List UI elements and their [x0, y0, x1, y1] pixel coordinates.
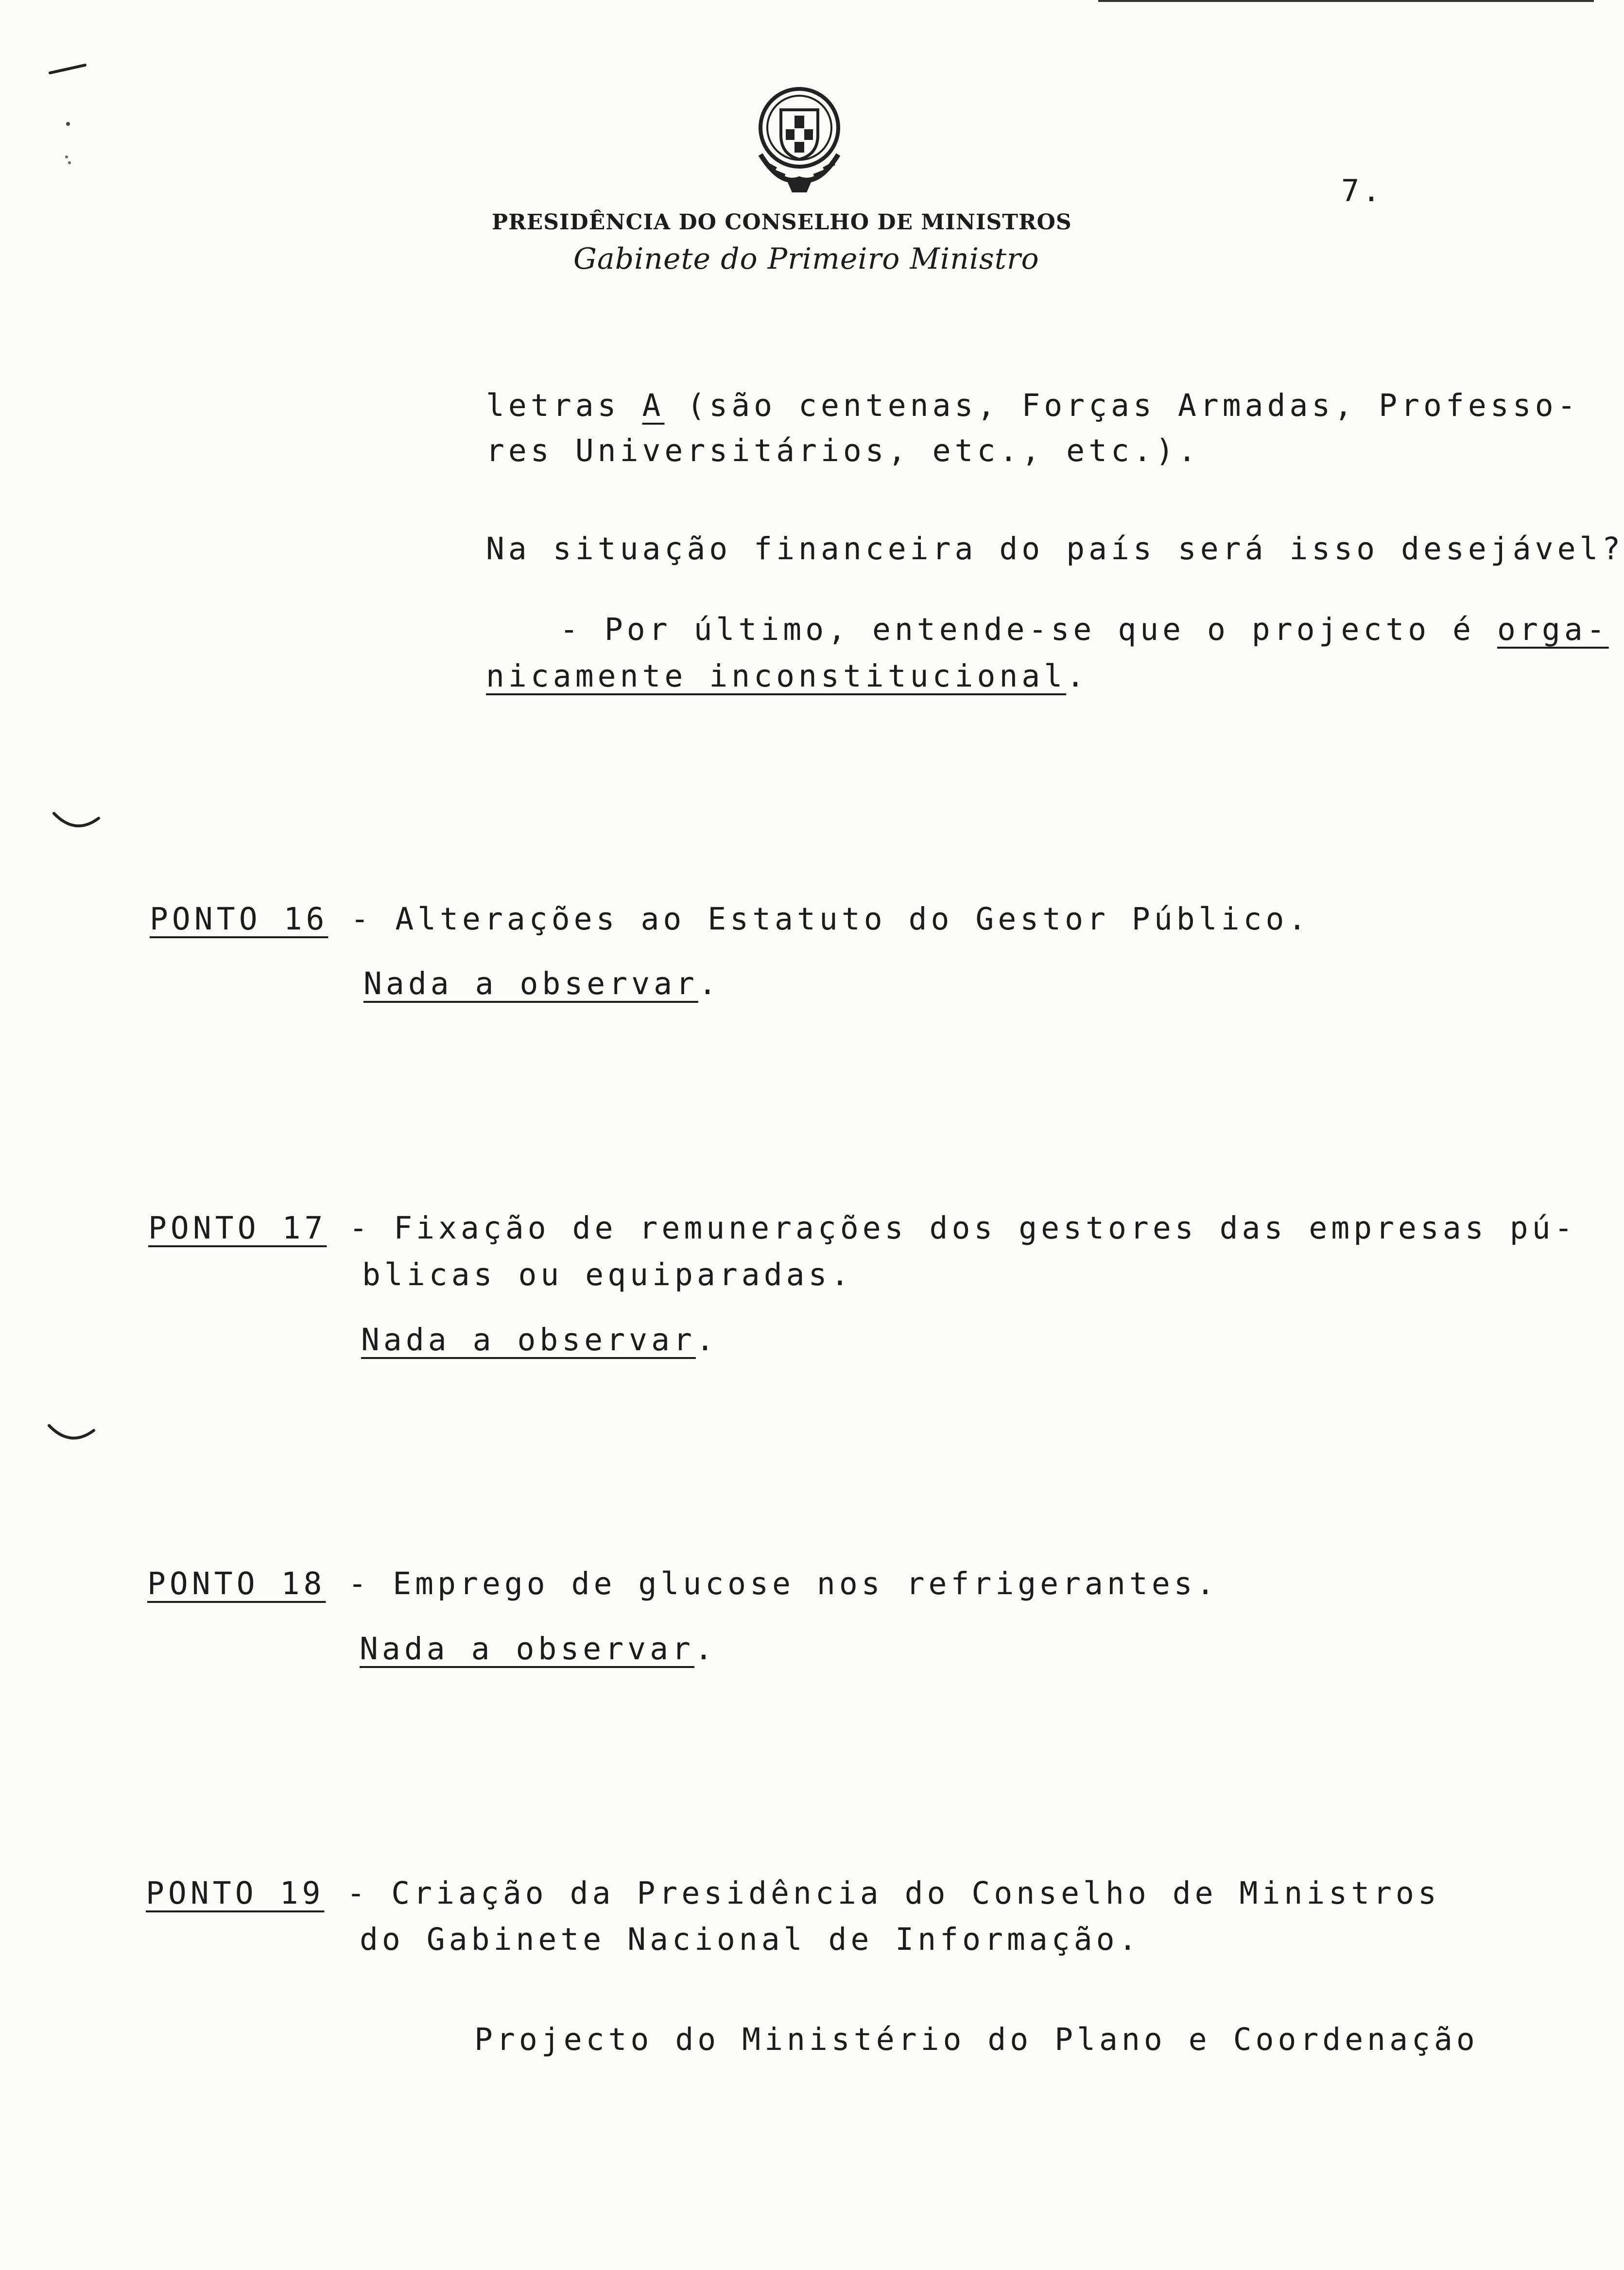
item-title: Criação da Presidência do Conselho de Ministros [391, 1875, 1440, 1911]
fold-mark-2 [46, 1419, 97, 1448]
item-separator: - [326, 1566, 393, 1601]
item-title-line [147, 1565, 1219, 1603]
item-separator: - [324, 1875, 392, 1911]
item-note [361, 1321, 718, 1359]
note-period: . [695, 1322, 718, 1358]
intro-text: (são centenas, Forças Armadas, Professo- [664, 388, 1580, 423]
item-title-line [150, 900, 1310, 939]
intro-line-2: res Universitários, etc., etc.). [486, 433, 1200, 468]
organization-subtitle: Gabinete do Primeiro Ministro [573, 242, 1039, 276]
note-text: Nada a observar [361, 1322, 696, 1358]
item-separator: - [327, 1210, 394, 1246]
margin-mark-top [46, 58, 90, 78]
item-title-line [146, 1874, 1440, 1913]
item-label: PONTO 17 [148, 1210, 327, 1246]
item-label: PONTO 19 [146, 1875, 325, 1911]
item-note [360, 1630, 717, 1668]
item-title: Emprego de glucose nos refrigerantes. [393, 1566, 1219, 1601]
item-title-continuation: do Gabinete Nacional de Informação. [360, 1922, 1141, 1957]
item-subnote: Projecto do Ministério do Plano e Coordenação [474, 2022, 1479, 2057]
margin-dots [61, 114, 75, 172]
coat-of-arms-icon [746, 82, 853, 198]
item-title-continuation: blicas ou equiparadas. [362, 1257, 853, 1292]
item-label: PONTO 16 [150, 901, 328, 937]
item-label: PONTO 18 [147, 1566, 326, 1601]
top-edge-rule [1098, 0, 1594, 2]
note-period: . [698, 966, 721, 1001]
intro-text: letras [486, 388, 642, 423]
note-text: Nada a observar [360, 1631, 694, 1667]
final-period: . [1066, 658, 1089, 694]
organization-name: PRESIDÊNCIA DO CONSELHO DE MINISTROS [492, 210, 1072, 235]
underlined-letter: A [642, 388, 665, 423]
final-text: - Por último, entende-se que o projecto é [560, 612, 1498, 647]
final-line-1 [560, 610, 1609, 649]
item-title-line [148, 1209, 1576, 1248]
item-separator: - [328, 901, 396, 937]
final-line-2 [486, 657, 1088, 696]
underlined-text: nicamente inconstitucional [486, 658, 1067, 694]
page-number: 7. [1341, 173, 1383, 208]
note-text: Nada a observar [363, 966, 698, 1001]
item-title: Alterações ao Estatuto do Gestor Público. [395, 901, 1311, 937]
question-line: Na situação financeira do país será isso desejável? [486, 531, 1624, 567]
underlined-text: orga- [1497, 612, 1609, 647]
note-period: . [694, 1631, 717, 1667]
item-title: Fixação de remunerações dos gestores das empresas pú- [394, 1210, 1577, 1246]
intro-line-1 [486, 386, 1580, 425]
fold-mark-1 [51, 807, 102, 836]
item-note [363, 964, 721, 1003]
